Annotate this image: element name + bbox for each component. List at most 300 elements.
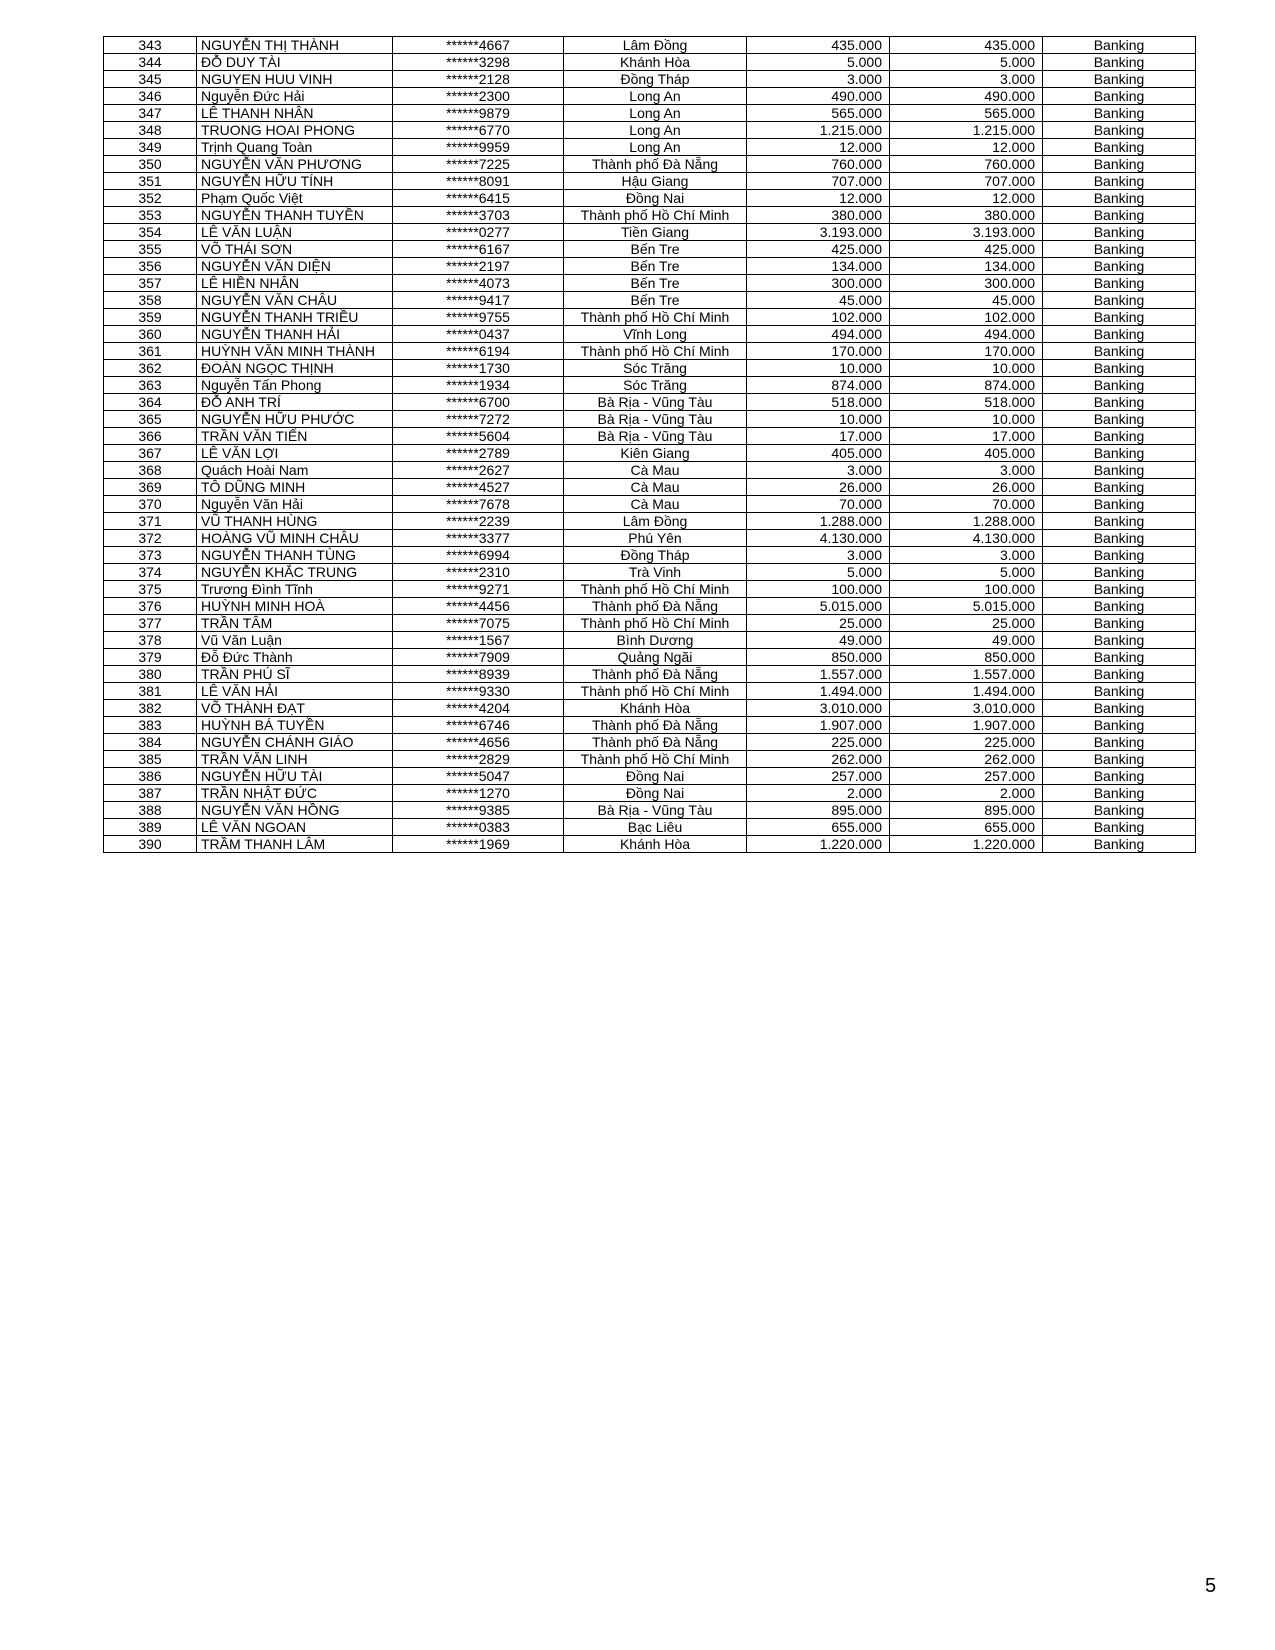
table-row [104, 649, 1196, 666]
amount-total-cell: 850.000 [890, 649, 1043, 666]
account-number-cell: ******4073 [393, 275, 564, 292]
table-row [104, 360, 1196, 377]
row-number-cell: 377 [104, 615, 197, 632]
amount-cell: 1.215.000 [747, 122, 890, 139]
donor-name-cell: LÊ VĂN HẢI [197, 683, 393, 700]
row-number-cell: 365 [104, 411, 197, 428]
payment-method-cell: Banking [1043, 258, 1196, 275]
account-number-cell: ******0437 [393, 326, 564, 343]
amount-total-cell: 100.000 [890, 581, 1043, 598]
row-number-cell: 345 [104, 71, 197, 88]
row-number-cell: 361 [104, 343, 197, 360]
amount-total-cell: 895.000 [890, 802, 1043, 819]
account-number-cell: ******6167 [393, 241, 564, 258]
row-number-cell: 349 [104, 139, 197, 156]
province-cell: Đồng Tháp [564, 547, 747, 564]
payment-method-cell: Banking [1043, 836, 1196, 853]
amount-cell: 707.000 [747, 173, 890, 190]
table-row [104, 530, 1196, 547]
account-number-cell: ******7225 [393, 156, 564, 173]
donor-name-cell: TRUONG HOAI PHONG [197, 122, 393, 139]
amount-total-cell: 10.000 [890, 411, 1043, 428]
donor-name-cell: NGUYỄN KHẮC TRUNG [197, 564, 393, 581]
amount-total-cell: 3.000 [890, 71, 1043, 88]
amount-cell: 45.000 [747, 292, 890, 309]
province-cell: Thành phố Đà Nẵng [564, 734, 747, 751]
account-number-cell: ******9879 [393, 105, 564, 122]
amount-total-cell: 225.000 [890, 734, 1043, 751]
amount-total-cell: 518.000 [890, 394, 1043, 411]
amount-cell: 100.000 [747, 581, 890, 598]
account-number-cell: ******9330 [393, 683, 564, 700]
table-row [104, 122, 1196, 139]
table-row [104, 428, 1196, 445]
row-number-cell: 373 [104, 547, 197, 564]
amount-total-cell: 70.000 [890, 496, 1043, 513]
row-number-cell: 381 [104, 683, 197, 700]
payment-method-cell: Banking [1043, 802, 1196, 819]
row-number-cell: 351 [104, 173, 197, 190]
row-number-cell: 352 [104, 190, 197, 207]
amount-total-cell: 49.000 [890, 632, 1043, 649]
payment-method-cell: Banking [1043, 54, 1196, 71]
donor-name-cell: TRẦN VĂN TIẾN [197, 428, 393, 445]
row-number-cell: 370 [104, 496, 197, 513]
amount-total-cell: 655.000 [890, 819, 1043, 836]
row-number-cell: 346 [104, 88, 197, 105]
account-number-cell: ******1270 [393, 785, 564, 802]
donor-name-cell: Quách Hoài Nam [197, 462, 393, 479]
table-row [104, 785, 1196, 802]
account-number-cell: ******6700 [393, 394, 564, 411]
donor-name-cell: TRẦN VĂN LINH [197, 751, 393, 768]
amount-cell: 262.000 [747, 751, 890, 768]
table-row [104, 88, 1196, 105]
donor-name-cell: LÊ VĂN LỢI [197, 445, 393, 462]
amount-total-cell: 707.000 [890, 173, 1043, 190]
row-number-cell: 380 [104, 666, 197, 683]
donor-name-cell: Đỗ Đức Thành [197, 649, 393, 666]
account-number-cell: ******6770 [393, 122, 564, 139]
donor-name-cell: NGUYỄN VĂN CHÂU [197, 292, 393, 309]
payment-method-cell: Banking [1043, 173, 1196, 190]
table-row [104, 207, 1196, 224]
payment-method-cell: Banking [1043, 547, 1196, 564]
table-row [104, 734, 1196, 751]
account-number-cell: ******7272 [393, 411, 564, 428]
payment-method-cell: Banking [1043, 309, 1196, 326]
donor-name-cell: NGUYỄN THANH TRIỀU [197, 309, 393, 326]
payment-method-cell: Banking [1043, 241, 1196, 258]
amount-cell: 170.000 [747, 343, 890, 360]
account-number-cell: ******6746 [393, 717, 564, 734]
donor-name-cell: Nguyễn Tấn Phong [197, 377, 393, 394]
amount-total-cell: 3.193.000 [890, 224, 1043, 241]
province-cell: Bạc Liêu [564, 819, 747, 836]
table-row [104, 394, 1196, 411]
account-number-cell: ******4204 [393, 700, 564, 717]
province-cell: Bến Tre [564, 292, 747, 309]
province-cell: Bà Rịa - Vũng Tàu [564, 394, 747, 411]
amount-total-cell: 4.130.000 [890, 530, 1043, 547]
donor-name-cell: NGUYỄN HỮU PHƯỚC [197, 411, 393, 428]
payment-method-cell: Banking [1043, 394, 1196, 411]
table-row [104, 751, 1196, 768]
amount-total-cell: 102.000 [890, 309, 1043, 326]
donor-name-cell: Nguyễn Đức Hải [197, 88, 393, 105]
amount-cell: 760.000 [747, 156, 890, 173]
payment-method-cell: Banking [1043, 445, 1196, 462]
payment-method-cell: Banking [1043, 564, 1196, 581]
amount-cell: 225.000 [747, 734, 890, 751]
donor-name-cell: HUỲNH VĂN MINH THÀNH [197, 343, 393, 360]
row-number-cell: 366 [104, 428, 197, 445]
province-cell: Long An [564, 139, 747, 156]
payment-method-cell: Banking [1043, 411, 1196, 428]
row-number-cell: 386 [104, 768, 197, 785]
amount-cell: 10.000 [747, 360, 890, 377]
amount-total-cell: 2.000 [890, 785, 1043, 802]
table-row [104, 632, 1196, 649]
account-number-cell: ******8939 [393, 666, 564, 683]
province-cell: Bến Tre [564, 258, 747, 275]
payment-method-cell: Banking [1043, 785, 1196, 802]
province-cell: Cà Mau [564, 496, 747, 513]
table-row [104, 700, 1196, 717]
donor-name-cell: TÔ DŨNG MINH [197, 479, 393, 496]
amount-cell: 1.494.000 [747, 683, 890, 700]
province-cell: Khánh Hòa [564, 700, 747, 717]
amount-total-cell: 25.000 [890, 615, 1043, 632]
amount-total-cell: 3.010.000 [890, 700, 1043, 717]
account-number-cell: ******0277 [393, 224, 564, 241]
amount-total-cell: 257.000 [890, 768, 1043, 785]
province-cell: Thành phố Hồ Chí Minh [564, 751, 747, 768]
province-cell: Hậu Giang [564, 173, 747, 190]
account-number-cell: ******3298 [393, 54, 564, 71]
amount-total-cell: 1.907.000 [890, 717, 1043, 734]
province-cell: Kiên Giang [564, 445, 747, 462]
amount-total-cell: 12.000 [890, 190, 1043, 207]
payment-method-cell: Banking [1043, 700, 1196, 717]
province-cell: Đồng Nai [564, 785, 747, 802]
amount-total-cell: 425.000 [890, 241, 1043, 258]
account-number-cell: ******6415 [393, 190, 564, 207]
payment-method-cell: Banking [1043, 292, 1196, 309]
account-number-cell: ******7909 [393, 649, 564, 666]
table-row [104, 292, 1196, 309]
row-number-cell: 354 [104, 224, 197, 241]
table-row [104, 411, 1196, 428]
account-number-cell: ******1567 [393, 632, 564, 649]
account-number-cell: ******7678 [393, 496, 564, 513]
amount-cell: 435.000 [747, 37, 890, 54]
row-number-cell: 371 [104, 513, 197, 530]
amount-cell: 565.000 [747, 105, 890, 122]
payment-method-cell: Banking [1043, 496, 1196, 513]
province-cell: Thành phố Hồ Chí Minh [564, 581, 747, 598]
row-number-cell: 384 [104, 734, 197, 751]
donor-name-cell: TRẦM THANH LÂM [197, 836, 393, 853]
row-number-cell: 387 [104, 785, 197, 802]
province-cell: Long An [564, 88, 747, 105]
payment-method-cell: Banking [1043, 734, 1196, 751]
amount-cell: 2.000 [747, 785, 890, 802]
amount-total-cell: 5.000 [890, 54, 1043, 71]
amount-total-cell: 26.000 [890, 479, 1043, 496]
row-number-cell: 389 [104, 819, 197, 836]
account-number-cell: ******6994 [393, 547, 564, 564]
payment-method-cell: Banking [1043, 156, 1196, 173]
row-number-cell: 390 [104, 836, 197, 853]
province-cell: Cà Mau [564, 479, 747, 496]
donor-name-cell: TRẦN PHÚ SĨ [197, 666, 393, 683]
amount-cell: 49.000 [747, 632, 890, 649]
payment-method-cell: Banking [1043, 377, 1196, 394]
payment-method-cell: Banking [1043, 479, 1196, 496]
amount-cell: 102.000 [747, 309, 890, 326]
amount-total-cell: 874.000 [890, 377, 1043, 394]
table-row [104, 513, 1196, 530]
province-cell: Bà Rịa - Vũng Tàu [564, 428, 747, 445]
province-cell: Lâm Đồng [564, 513, 747, 530]
donor-name-cell: HUỲNH BÁ TUYỀN [197, 717, 393, 734]
account-number-cell: ******2627 [393, 462, 564, 479]
payment-method-cell: Banking [1043, 581, 1196, 598]
amount-total-cell: 3.000 [890, 547, 1043, 564]
account-number-cell: ******2300 [393, 88, 564, 105]
row-number-cell: 360 [104, 326, 197, 343]
table-row [104, 479, 1196, 496]
table-row [104, 190, 1196, 207]
row-number-cell: 378 [104, 632, 197, 649]
province-cell: Bến Tre [564, 241, 747, 258]
account-number-cell: ******5047 [393, 768, 564, 785]
province-cell: Bà Rịa - Vũng Tàu [564, 802, 747, 819]
payment-method-cell: Banking [1043, 717, 1196, 734]
account-number-cell: ******1934 [393, 377, 564, 394]
account-number-cell: ******3377 [393, 530, 564, 547]
table-row [104, 37, 1196, 54]
payment-method-cell: Banking [1043, 462, 1196, 479]
payment-method-cell: Banking [1043, 224, 1196, 241]
payment-method-cell: Banking [1043, 139, 1196, 156]
amount-total-cell: 405.000 [890, 445, 1043, 462]
row-number-cell: 364 [104, 394, 197, 411]
donor-name-cell: LÊ HIỀN NHÂN [197, 275, 393, 292]
table-row [104, 445, 1196, 462]
row-number-cell: 347 [104, 105, 197, 122]
amount-cell: 425.000 [747, 241, 890, 258]
account-number-cell: ******0383 [393, 819, 564, 836]
amount-cell: 874.000 [747, 377, 890, 394]
donor-name-cell: Nguyễn Văn Hải [197, 496, 393, 513]
amount-cell: 1.907.000 [747, 717, 890, 734]
amount-total-cell: 170.000 [890, 343, 1043, 360]
amount-total-cell: 5.015.000 [890, 598, 1043, 615]
table-row [104, 54, 1196, 71]
account-number-cell: ******2829 [393, 751, 564, 768]
donor-name-cell: NGUYEN HUU VINH [197, 71, 393, 88]
province-cell: Phú Yên [564, 530, 747, 547]
province-cell: Đồng Nai [564, 768, 747, 785]
amount-total-cell: 380.000 [890, 207, 1043, 224]
province-cell: Lâm Đồng [564, 37, 747, 54]
donor-name-cell: LÊ THANH NHÂN [197, 105, 393, 122]
table-body [104, 37, 1196, 853]
payment-method-cell: Banking [1043, 751, 1196, 768]
amount-total-cell: 5.000 [890, 564, 1043, 581]
row-number-cell: 353 [104, 207, 197, 224]
account-number-cell: ******4527 [393, 479, 564, 496]
account-number-cell: ******1730 [393, 360, 564, 377]
table-row [104, 666, 1196, 683]
donor-name-cell: TRẦN NHẬT ĐỨC [197, 785, 393, 802]
donor-name-cell: Trương Đình Tĩnh [197, 581, 393, 598]
amount-cell: 10.000 [747, 411, 890, 428]
donor-name-cell: HUỲNH MINH HOÀ [197, 598, 393, 615]
amount-total-cell: 45.000 [890, 292, 1043, 309]
table-row [104, 768, 1196, 785]
table-row [104, 241, 1196, 258]
province-cell: Thành phố Đà Nẵng [564, 156, 747, 173]
donor-name-cell: NGUYỄN VĂN PHƯƠNG [197, 156, 393, 173]
province-cell: Sóc Trăng [564, 377, 747, 394]
row-number-cell: 344 [104, 54, 197, 71]
payment-method-cell: Banking [1043, 71, 1196, 88]
row-number-cell: 374 [104, 564, 197, 581]
payment-method-cell: Banking [1043, 530, 1196, 547]
amount-cell: 3.193.000 [747, 224, 890, 241]
donor-name-cell: VÕ THÀNH ĐẠT [197, 700, 393, 717]
amount-cell: 3.000 [747, 547, 890, 564]
table-row [104, 615, 1196, 632]
account-number-cell: ******9271 [393, 581, 564, 598]
province-cell: Cà Mau [564, 462, 747, 479]
row-number-cell: 356 [104, 258, 197, 275]
account-number-cell: ******9385 [393, 802, 564, 819]
table-row [104, 581, 1196, 598]
donor-name-cell: ĐỖ DUY TÀI [197, 54, 393, 71]
province-cell: Long An [564, 105, 747, 122]
table-row [104, 71, 1196, 88]
amount-total-cell: 1.494.000 [890, 683, 1043, 700]
amount-total-cell: 565.000 [890, 105, 1043, 122]
row-number-cell: 359 [104, 309, 197, 326]
table-row [104, 462, 1196, 479]
row-number-cell: 388 [104, 802, 197, 819]
table-row [104, 683, 1196, 700]
amount-total-cell: 1.215.000 [890, 122, 1043, 139]
province-cell: Sóc Trăng [564, 360, 747, 377]
amount-cell: 380.000 [747, 207, 890, 224]
amount-cell: 5.000 [747, 54, 890, 71]
province-cell: Vĩnh Long [564, 326, 747, 343]
amount-cell: 4.130.000 [747, 530, 890, 547]
payment-method-cell: Banking [1043, 683, 1196, 700]
amount-cell: 1.288.000 [747, 513, 890, 530]
amount-cell: 5.000 [747, 564, 890, 581]
payment-method-cell: Banking [1043, 122, 1196, 139]
province-cell: Khánh Hòa [564, 836, 747, 853]
payment-method-cell: Banking [1043, 190, 1196, 207]
table-row [104, 173, 1196, 190]
amount-cell: 655.000 [747, 819, 890, 836]
row-number-cell: 348 [104, 122, 197, 139]
amount-cell: 300.000 [747, 275, 890, 292]
donor-name-cell: NGUYỄN THỊ THÀNH [197, 37, 393, 54]
table-row [104, 139, 1196, 156]
row-number-cell: 357 [104, 275, 197, 292]
payment-method-cell: Banking [1043, 819, 1196, 836]
amount-cell: 494.000 [747, 326, 890, 343]
account-number-cell: ******9959 [393, 139, 564, 156]
row-number-cell: 355 [104, 241, 197, 258]
donor-name-cell: LÊ VĂN NGOAN [197, 819, 393, 836]
table-row [104, 156, 1196, 173]
payment-method-cell: Banking [1043, 88, 1196, 105]
account-number-cell: ******4667 [393, 37, 564, 54]
donor-name-cell: NGUYỄN THANH HẢI [197, 326, 393, 343]
donation-table [103, 36, 1196, 853]
amount-total-cell: 760.000 [890, 156, 1043, 173]
province-cell: Thành phố Hồ Chí Minh [564, 683, 747, 700]
amount-cell: 25.000 [747, 615, 890, 632]
amount-total-cell: 490.000 [890, 88, 1043, 105]
row-number-cell: 362 [104, 360, 197, 377]
account-number-cell: ******4456 [393, 598, 564, 615]
row-number-cell: 375 [104, 581, 197, 598]
donor-name-cell: NGUYỄN HỮU TÍNH [197, 173, 393, 190]
province-cell: Đồng Tháp [564, 71, 747, 88]
row-number-cell: 367 [104, 445, 197, 462]
province-cell: Tiền Giang [564, 224, 747, 241]
amount-cell: 257.000 [747, 768, 890, 785]
amount-total-cell: 12.000 [890, 139, 1043, 156]
amount-total-cell: 3.000 [890, 462, 1043, 479]
amount-cell: 70.000 [747, 496, 890, 513]
payment-method-cell: Banking [1043, 360, 1196, 377]
donor-name-cell: NGUYỄN VĂN HỒNG [197, 802, 393, 819]
donor-name-cell: Trịnh Quang Toàn [197, 139, 393, 156]
table-row [104, 717, 1196, 734]
table-row [104, 496, 1196, 513]
donor-name-cell: ĐỖ ANH TRÍ [197, 394, 393, 411]
table-row [104, 802, 1196, 819]
amount-total-cell: 1.557.000 [890, 666, 1043, 683]
payment-method-cell: Banking [1043, 598, 1196, 615]
amount-total-cell: 300.000 [890, 275, 1043, 292]
payment-method-cell: Banking [1043, 615, 1196, 632]
account-number-cell: ******3703 [393, 207, 564, 224]
payment-method-cell: Banking [1043, 326, 1196, 343]
payment-method-cell: Banking [1043, 428, 1196, 445]
table-row [104, 309, 1196, 326]
payment-method-cell: Banking [1043, 37, 1196, 54]
province-cell: Bình Dương [564, 632, 747, 649]
donor-name-cell: HOÀNG VŨ MINH CHÂU [197, 530, 393, 547]
table-row [104, 105, 1196, 122]
amount-total-cell: 435.000 [890, 37, 1043, 54]
province-cell: Thành phố Đà Nẵng [564, 717, 747, 734]
amount-total-cell: 1.288.000 [890, 513, 1043, 530]
province-cell: Thành phố Hồ Chí Minh [564, 343, 747, 360]
amount-cell: 3.000 [747, 462, 890, 479]
payment-method-cell: Banking [1043, 768, 1196, 785]
table-row [104, 564, 1196, 581]
amount-total-cell: 494.000 [890, 326, 1043, 343]
amount-total-cell: 1.220.000 [890, 836, 1043, 853]
